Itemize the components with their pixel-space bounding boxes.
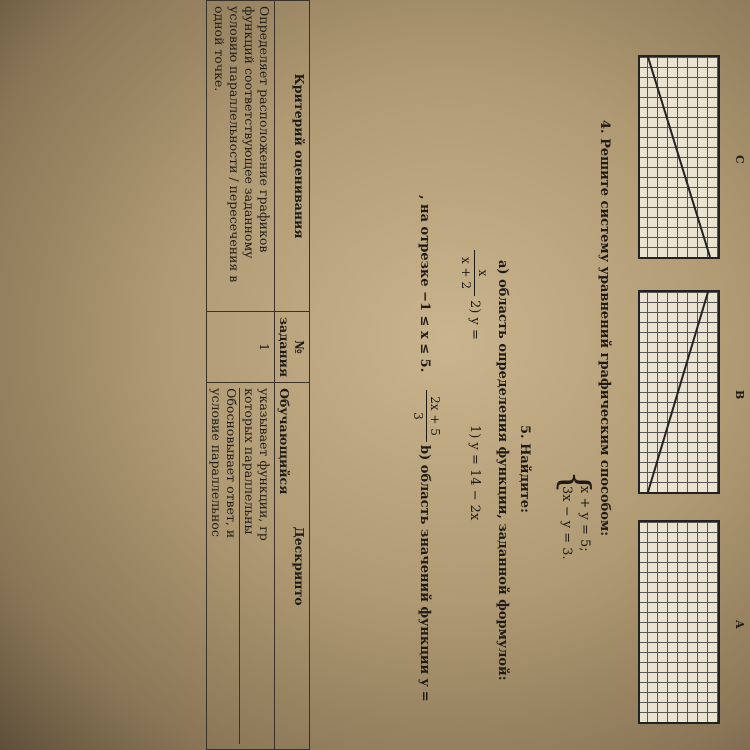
- row-criterion: Определяет расположение графиков функций соответствующее заданному условию параллельности / пересечения в одной точке.: [207, 1, 275, 312]
- task5-b-numerator: 2x + 5: [428, 396, 442, 436]
- graph-label-c: C: [733, 155, 746, 164]
- graph-b-grid: [638, 290, 720, 494]
- criteria-header-row: [275, 1, 310, 750]
- task5-item2-denominator: x + 2: [459, 256, 473, 290]
- header-task-number: № задания: [275, 312, 310, 383]
- task4-eq1: x + y = 5;: [577, 486, 592, 552]
- task5-b-denominator: 3: [411, 412, 425, 420]
- criteria-table: [206, 0, 310, 750]
- descriptor-line: Обосновывает ответ, и: [224, 388, 240, 744]
- header-descriptor-title: Дескрипто: [292, 526, 307, 606]
- task4-eq2: 3x − y = 3.: [559, 486, 574, 560]
- task5-a: а) область определения функции, заданной формулой:: [495, 260, 510, 681]
- graph-c-lines: [640, 57, 718, 257]
- task5-item1: 1) y = 14 − 2x: [467, 425, 482, 521]
- header-student: Обучающийся: [277, 388, 292, 495]
- task5-item2-fraction: [459, 250, 490, 296]
- task4-title: 4. Решите систему уравнений графическим способом:: [597, 120, 612, 537]
- header-descriptor: [275, 383, 310, 750]
- task5-b-fraction: [411, 390, 442, 442]
- descriptor-line: условие параллельнос: [209, 388, 224, 537]
- graph-c-grid: [638, 55, 720, 259]
- graph-label-b: B: [733, 390, 746, 400]
- task5-item2-prefix: 2) y =: [467, 300, 482, 340]
- row-task-number: 1: [207, 312, 275, 383]
- system-brace: {: [554, 470, 598, 495]
- graph-a-grid: [638, 520, 720, 724]
- descriptor-line: указывает функции, гр: [257, 388, 272, 541]
- task5-b-prefix: b) область значений функции y =: [417, 445, 432, 702]
- graph-options: [640, 0, 750, 750]
- descriptor-line: которых параллельны: [242, 388, 257, 535]
- header-criterion: Критерий оценивания: [275, 1, 310, 312]
- task5-item2-numerator: x: [476, 269, 490, 277]
- task5-b-suffix: , на отрезке −1 ≤ x ≤ 5.: [417, 195, 432, 373]
- row-descriptors: [207, 383, 275, 750]
- graph-label-a: A: [733, 620, 746, 629]
- graph-b-lines: [640, 292, 718, 492]
- task5-title: 5. Найдите:: [517, 425, 532, 513]
- table-row: [207, 1, 275, 750]
